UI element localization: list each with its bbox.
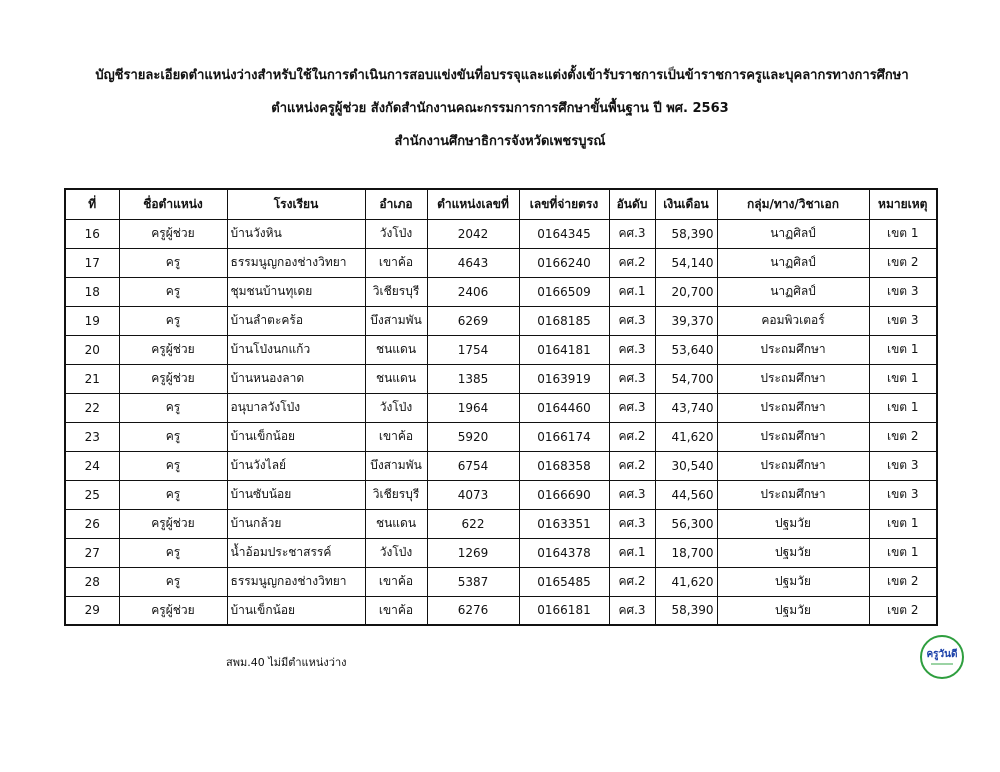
- col-district-cell: วิเชียรบุรี: [365, 277, 427, 306]
- col-remark-cell: เขต 1: [869, 219, 937, 248]
- col-position-name-cell: ครู: [119, 567, 227, 596]
- col-district-cell: เขาค้อ: [365, 567, 427, 596]
- col-no-cell: 26: [65, 509, 119, 538]
- header-col-district: อำเภอ: [365, 189, 427, 219]
- col-school-cell: บ้านซับน้อย: [227, 480, 365, 509]
- col-payroll-number-cell: 0163919: [519, 364, 609, 393]
- col-subject-group-cell: นาฏศิลป์: [717, 219, 869, 248]
- col-subject-group-cell: ประถมศึกษา: [717, 364, 869, 393]
- col-salary-cell: 54,700: [655, 364, 717, 393]
- col-salary-cell: 54,140: [655, 248, 717, 277]
- col-district-cell: วังโป่ง: [365, 393, 427, 422]
- vacancy-table: [64, 188, 938, 626]
- col-rank-cell: คศ.1: [609, 277, 655, 306]
- col-no-cell: 21: [65, 364, 119, 393]
- col-position-number-cell: 1754: [427, 335, 519, 364]
- col-remark-cell: เขต 1: [869, 393, 937, 422]
- header-col-school: โรงเรียน: [227, 189, 365, 219]
- col-subject-group-cell: ประถมศึกษา: [717, 393, 869, 422]
- col-payroll-number-cell: 0164378: [519, 538, 609, 567]
- table-row: [65, 509, 937, 538]
- col-no-cell: 29: [65, 596, 119, 625]
- watermark-logo: [920, 635, 964, 679]
- col-payroll-number-cell: 0166509: [519, 277, 609, 306]
- table-row: [65, 248, 937, 277]
- document-title: บัญชีรายละเอียดตำแหน่งว่างสำหรับใช้ในการดำเนินการสอบแข่งขันที่อบรรจุและแต่งตั้งเข้ารับราชการเป็นข้าราชการครูและบุคลากรทางการศึกษา: [95, 68, 909, 83]
- col-payroll-number-cell: 0168358: [519, 451, 609, 480]
- col-remark-cell: เขต 1: [869, 509, 937, 538]
- col-payroll-number-cell: 0164181: [519, 335, 609, 364]
- col-rank-cell: คศ.1: [609, 538, 655, 567]
- col-position-number-cell: 6276: [427, 596, 519, 625]
- col-school-cell: ธรรมนูญกองช่างวิทยา: [227, 567, 365, 596]
- col-remark-cell: เขต 1: [869, 538, 937, 567]
- document-header: [0, 68, 1000, 167]
- col-position-number-cell: 6269: [427, 306, 519, 335]
- col-payroll-number-cell: 0164345: [519, 219, 609, 248]
- col-subject-group-cell: ปฐมวัย: [717, 509, 869, 538]
- col-school-cell: ธรรมนูญกองช่างวิทยา: [227, 248, 365, 277]
- header-col-remark: หมายเหตุ: [869, 189, 937, 219]
- table-row: [65, 219, 937, 248]
- table-row: [65, 596, 937, 625]
- col-position-name-cell: ครู: [119, 538, 227, 567]
- col-position-number-cell: 4073: [427, 480, 519, 509]
- col-no-cell: 23: [65, 422, 119, 451]
- col-salary-cell: 39,370: [655, 306, 717, 335]
- col-remark-cell: เขต 2: [869, 248, 937, 277]
- col-school-cell: บ้านลำตะคร้อ: [227, 306, 365, 335]
- col-remark-cell: เขต 3: [869, 306, 937, 335]
- col-no-cell: 22: [65, 393, 119, 422]
- col-rank-cell: คศ.3: [609, 219, 655, 248]
- col-position-name-cell: ครู: [119, 480, 227, 509]
- header-col-salary: เงินเดือน: [655, 189, 717, 219]
- col-subject-group-cell: ประถมศึกษา: [717, 335, 869, 364]
- col-school-cell: อนุบาลวังโป่ง: [227, 393, 365, 422]
- col-remark-cell: เขต 2: [869, 422, 937, 451]
- document-subtitle: ตำแหน่งครูผู้ช่วย สังกัดสำนักงานคณะกรรมการการศึกษาขั้นพื้นฐาน ปี พศ. 2563: [271, 101, 729, 116]
- col-district-cell: บึงสามพัน: [365, 451, 427, 480]
- col-payroll-number-cell: 0168185: [519, 306, 609, 335]
- col-position-number-cell: 5920: [427, 422, 519, 451]
- col-subject-group-cell: ประถมศึกษา: [717, 451, 869, 480]
- col-no-cell: 25: [65, 480, 119, 509]
- col-rank-cell: คศ.3: [609, 509, 655, 538]
- table-row: [65, 480, 937, 509]
- col-position-name-cell: ครู: [119, 277, 227, 306]
- col-subject-group-cell: ปฐมวัย: [717, 538, 869, 567]
- col-subject-group-cell: นาฏศิลป์: [717, 248, 869, 277]
- col-position-number-cell: 1385: [427, 364, 519, 393]
- col-salary-cell: 56,300: [655, 509, 717, 538]
- col-subject-group-cell: ประถมศึกษา: [717, 480, 869, 509]
- col-payroll-number-cell: 0165485: [519, 567, 609, 596]
- col-school-cell: บ้านวังไลย์: [227, 451, 365, 480]
- table-body: [65, 219, 937, 625]
- col-position-number-cell: 2042: [427, 219, 519, 248]
- col-salary-cell: 44,560: [655, 480, 717, 509]
- col-salary-cell: 20,700: [655, 277, 717, 306]
- col-rank-cell: คศ.2: [609, 567, 655, 596]
- col-salary-cell: 30,540: [655, 451, 717, 480]
- col-position-number-cell: 1964: [427, 393, 519, 422]
- col-no-cell: 18: [65, 277, 119, 306]
- col-payroll-number-cell: 0164460: [519, 393, 609, 422]
- col-district-cell: ชนแดน: [365, 335, 427, 364]
- col-position-name-cell: ครูผู้ช่วย: [119, 596, 227, 625]
- col-no-cell: 20: [65, 335, 119, 364]
- col-no-cell: 24: [65, 451, 119, 480]
- table-row: [65, 393, 937, 422]
- col-position-name-cell: ครู: [119, 393, 227, 422]
- col-school-cell: บ้านเข็กน้อย: [227, 422, 365, 451]
- col-district-cell: วังโป่ง: [365, 538, 427, 567]
- col-subject-group-cell: ประถมศึกษา: [717, 422, 869, 451]
- col-district-cell: วังโป่ง: [365, 219, 427, 248]
- table-row: [65, 422, 937, 451]
- col-rank-cell: คศ.3: [609, 393, 655, 422]
- col-remark-cell: เขต 1: [869, 364, 937, 393]
- col-position-number-cell: 622: [427, 509, 519, 538]
- col-district-cell: เขาค้อ: [365, 596, 427, 625]
- col-position-number-cell: 2406: [427, 277, 519, 306]
- col-subject-group-cell: คอมพิวเตอร์: [717, 306, 869, 335]
- col-salary-cell: 18,700: [655, 538, 717, 567]
- col-remark-cell: เขต 2: [869, 596, 937, 625]
- footnote: สพม.40 ไม่มีตำแหน่งว่าง: [226, 656, 347, 669]
- header-col-position-number: ตำแหน่งเลขที่: [427, 189, 519, 219]
- col-rank-cell: คศ.3: [609, 596, 655, 625]
- col-salary-cell: 41,620: [655, 567, 717, 596]
- table-row: [65, 335, 937, 364]
- col-rank-cell: คศ.3: [609, 480, 655, 509]
- col-no-cell: 17: [65, 248, 119, 277]
- col-position-name-cell: ครู: [119, 248, 227, 277]
- col-subject-group-cell: ปฐมวัย: [717, 596, 869, 625]
- col-rank-cell: คศ.2: [609, 451, 655, 480]
- table-row: [65, 277, 937, 306]
- col-salary-cell: 58,390: [655, 219, 717, 248]
- document-office: สำนักงานศึกษาธิการจังหวัดเพชรบูรณ์: [394, 134, 606, 149]
- col-school-cell: น้ำอ้อมประชาสรรค์: [227, 538, 365, 567]
- logo-underline: [931, 663, 953, 665]
- col-rank-cell: คศ.3: [609, 364, 655, 393]
- col-position-name-cell: ครู: [119, 451, 227, 480]
- col-remark-cell: เขต 3: [869, 451, 937, 480]
- col-position-name-cell: ครู: [119, 306, 227, 335]
- col-remark-cell: เขต 3: [869, 277, 937, 306]
- col-school-cell: บ้านโป่งนกแก้ว: [227, 335, 365, 364]
- col-position-number-cell: 1269: [427, 538, 519, 567]
- col-payroll-number-cell: 0163351: [519, 509, 609, 538]
- col-payroll-number-cell: 0166240: [519, 248, 609, 277]
- col-position-number-cell: 6754: [427, 451, 519, 480]
- col-school-cell: บ้านหนองลาด: [227, 364, 365, 393]
- col-position-number-cell: 4643: [427, 248, 519, 277]
- col-payroll-number-cell: 0166174: [519, 422, 609, 451]
- table-row: [65, 451, 937, 480]
- col-no-cell: 19: [65, 306, 119, 335]
- col-subject-group-cell: ปฐมวัย: [717, 567, 869, 596]
- col-salary-cell: 58,390: [655, 596, 717, 625]
- col-position-name-cell: ครู: [119, 422, 227, 451]
- col-no-cell: 28: [65, 567, 119, 596]
- header-col-payroll-number: เลขที่จ่ายตรง: [519, 189, 609, 219]
- col-remark-cell: เขต 2: [869, 567, 937, 596]
- table-row: [65, 538, 937, 567]
- col-position-name-cell: ครูผู้ช่วย: [119, 335, 227, 364]
- col-position-number-cell: 5387: [427, 567, 519, 596]
- col-district-cell: เขาค้อ: [365, 422, 427, 451]
- table-row: [65, 567, 937, 596]
- header-col-no: ที่: [65, 189, 119, 219]
- table-row: [65, 364, 937, 393]
- header-col-subject-group: กลุ่ม/ทาง/วิชาเอก: [717, 189, 869, 219]
- col-remark-cell: เขต 1: [869, 335, 937, 364]
- col-rank-cell: คศ.3: [609, 335, 655, 364]
- col-position-name-cell: ครูผู้ช่วย: [119, 509, 227, 538]
- col-position-name-cell: ครูผู้ช่วย: [119, 364, 227, 393]
- col-salary-cell: 43,740: [655, 393, 717, 422]
- col-district-cell: วิเชียรบุรี: [365, 480, 427, 509]
- col-no-cell: 16: [65, 219, 119, 248]
- col-rank-cell: คศ.2: [609, 422, 655, 451]
- col-district-cell: บึงสามพัน: [365, 306, 427, 335]
- col-subject-group-cell: นาฏศิลป์: [717, 277, 869, 306]
- col-rank-cell: คศ.2: [609, 248, 655, 277]
- header-col-position-name: ชื่อตำแหน่ง: [119, 189, 227, 219]
- col-district-cell: ชนแดน: [365, 509, 427, 538]
- col-remark-cell: เขต 3: [869, 480, 937, 509]
- col-district-cell: เขาค้อ: [365, 248, 427, 277]
- col-school-cell: บ้านกล้วย: [227, 509, 365, 538]
- table-row: [65, 306, 937, 335]
- col-school-cell: บ้านเข็กน้อย: [227, 596, 365, 625]
- logo-text: ครูวันดี: [926, 649, 958, 660]
- col-position-name-cell: ครูผู้ช่วย: [119, 219, 227, 248]
- col-no-cell: 27: [65, 538, 119, 567]
- col-salary-cell: 53,640: [655, 335, 717, 364]
- table-header-row: [65, 189, 937, 219]
- col-salary-cell: 41,620: [655, 422, 717, 451]
- col-rank-cell: คศ.3: [609, 306, 655, 335]
- col-school-cell: ชุมชนบ้านทุเดย: [227, 277, 365, 306]
- col-school-cell: บ้านวังหิน: [227, 219, 365, 248]
- col-district-cell: ชนแดน: [365, 364, 427, 393]
- col-payroll-number-cell: 0166690: [519, 480, 609, 509]
- col-payroll-number-cell: 0166181: [519, 596, 609, 625]
- header-col-rank: อันดับ: [609, 189, 655, 219]
